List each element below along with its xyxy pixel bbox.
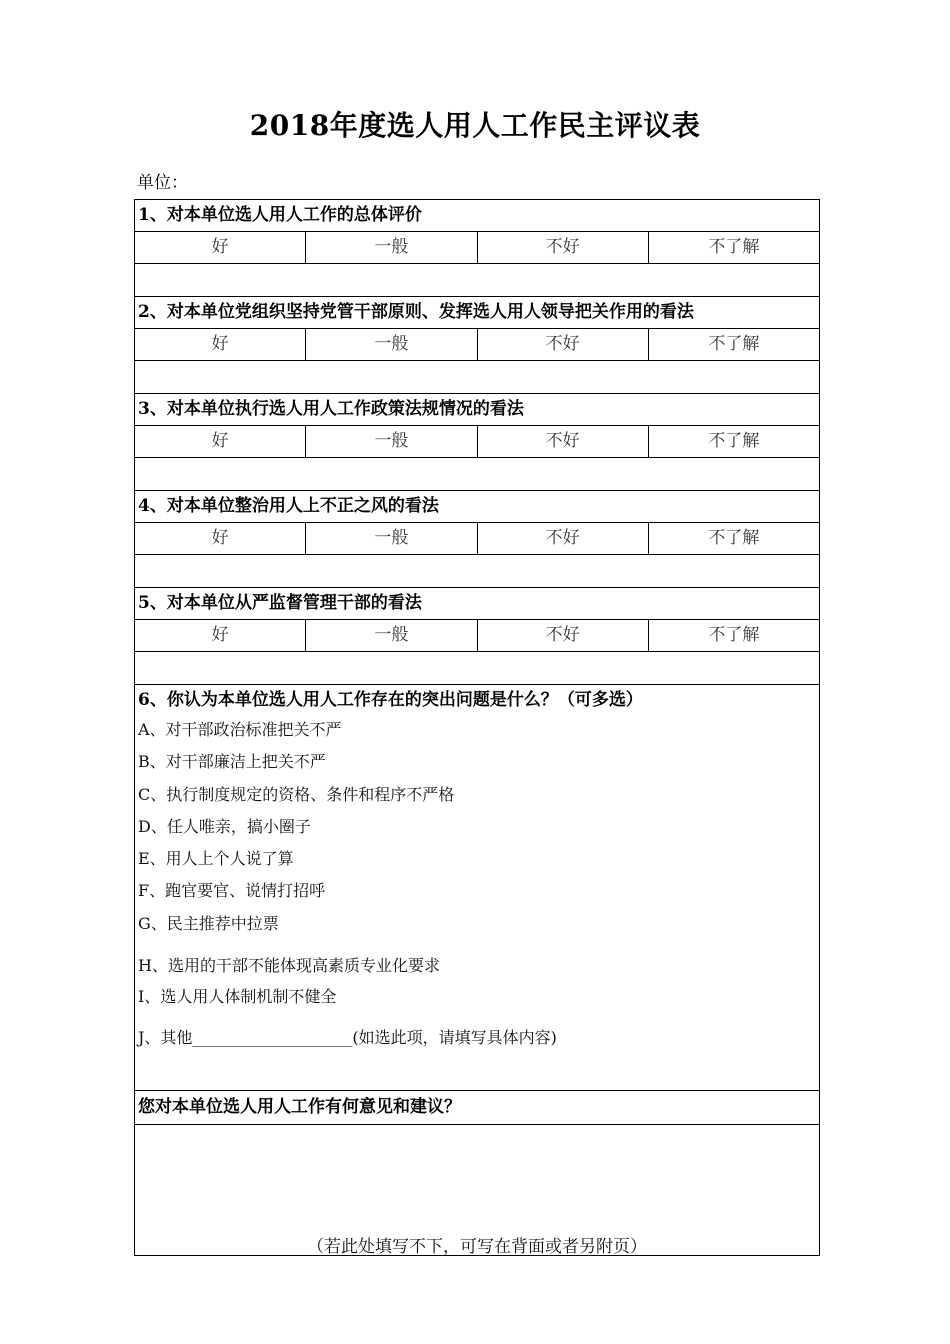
- option-bad[interactable]: 不好: [478, 329, 649, 360]
- option-unknown[interactable]: 不了解: [708, 334, 760, 354]
- choice-h[interactable]: H、选用的干部不能体现高素质专业化要求: [138, 956, 440, 975]
- choice-f[interactable]: F、跑官要官、说情打招呼: [138, 881, 326, 900]
- option-bad[interactable]: 不好: [478, 232, 649, 263]
- question-4-answer-row[interactable]: [135, 555, 819, 588]
- question-3-options: [135, 426, 819, 458]
- option-bad[interactable]: 不好: [478, 523, 649, 554]
- question-2-options: [135, 329, 819, 361]
- option-good[interactable]: 好: [135, 620, 306, 651]
- option-unknown[interactable]: 不了解: [708, 237, 760, 257]
- evaluation-form: [134, 199, 820, 1256]
- option-good[interactable]: 好: [135, 232, 306, 263]
- question-5-label: 5、对本单位从严监督管理干部的看法: [135, 588, 819, 620]
- question-1-answer-row[interactable]: [135, 264, 819, 297]
- option-average[interactable]: 一般: [306, 232, 477, 263]
- option-average[interactable]: 一般: [306, 329, 477, 360]
- question-3-answer-row[interactable]: [135, 458, 819, 491]
- question-1-options: [135, 232, 819, 264]
- question-2-label: 2、对本单位党组织坚持党管干部原则、发挥选人用人领导把关作用的看法: [135, 297, 819, 329]
- question-5-options: [135, 620, 819, 652]
- choice-d[interactable]: D、任人唯亲，搞小圈子: [138, 817, 311, 836]
- choice-a[interactable]: A、对干部政治标准把关不严: [138, 720, 342, 739]
- question-4-label: 4、对本单位整治用人上不正之风的看法: [135, 491, 819, 523]
- question-4-options: [135, 523, 819, 555]
- option-unknown[interactable]: 不了解: [708, 528, 760, 548]
- question-2-answer-row[interactable]: [135, 361, 819, 394]
- option-average[interactable]: 一般: [306, 523, 477, 554]
- suggestion-note: （若此处填写不下，可写在背面或者另附页）: [307, 1237, 647, 1257]
- question-5-answer-row[interactable]: [135, 652, 819, 685]
- question-1-label: 1、对本单位选人用人工作的总体评价: [135, 200, 819, 232]
- page-title: 2018年度选人用人工作民主评议表: [249, 109, 701, 142]
- choice-j-other[interactable]: J、其他____________________(如选此项，请填写具体内容): [138, 1028, 557, 1047]
- option-good[interactable]: 好: [135, 329, 306, 360]
- choice-i[interactable]: I、选人用人体制机制不健全: [138, 987, 337, 1006]
- option-good[interactable]: 好: [135, 523, 306, 554]
- choice-b[interactable]: B、对干部廉洁上把关不严: [138, 752, 326, 771]
- option-bad[interactable]: 不好: [478, 620, 649, 651]
- suggestion-label: 您对本单位选人用人工作有何意见和建议？: [135, 1090, 819, 1125]
- choice-c[interactable]: C、执行制度规定的资格、条件和程序不严格: [138, 785, 455, 804]
- question-3-label: 3、对本单位执行选人用人工作政策法规情况的看法: [135, 394, 819, 426]
- option-unknown[interactable]: 不了解: [708, 625, 760, 645]
- option-average[interactable]: 一般: [306, 426, 477, 457]
- option-good[interactable]: 好: [135, 426, 306, 457]
- option-bad[interactable]: 不好: [478, 426, 649, 457]
- option-unknown[interactable]: 不了解: [708, 431, 760, 451]
- question-6-label: 6、你认为本单位选人用人工作存在的突出问题是什么？（可多选）: [138, 690, 643, 710]
- unit-label: 单位：: [137, 173, 188, 193]
- option-average[interactable]: 一般: [306, 620, 477, 651]
- choice-g[interactable]: G、民主推荐中拉票: [138, 914, 279, 933]
- choice-e[interactable]: E、用人上个人说了算: [138, 849, 294, 868]
